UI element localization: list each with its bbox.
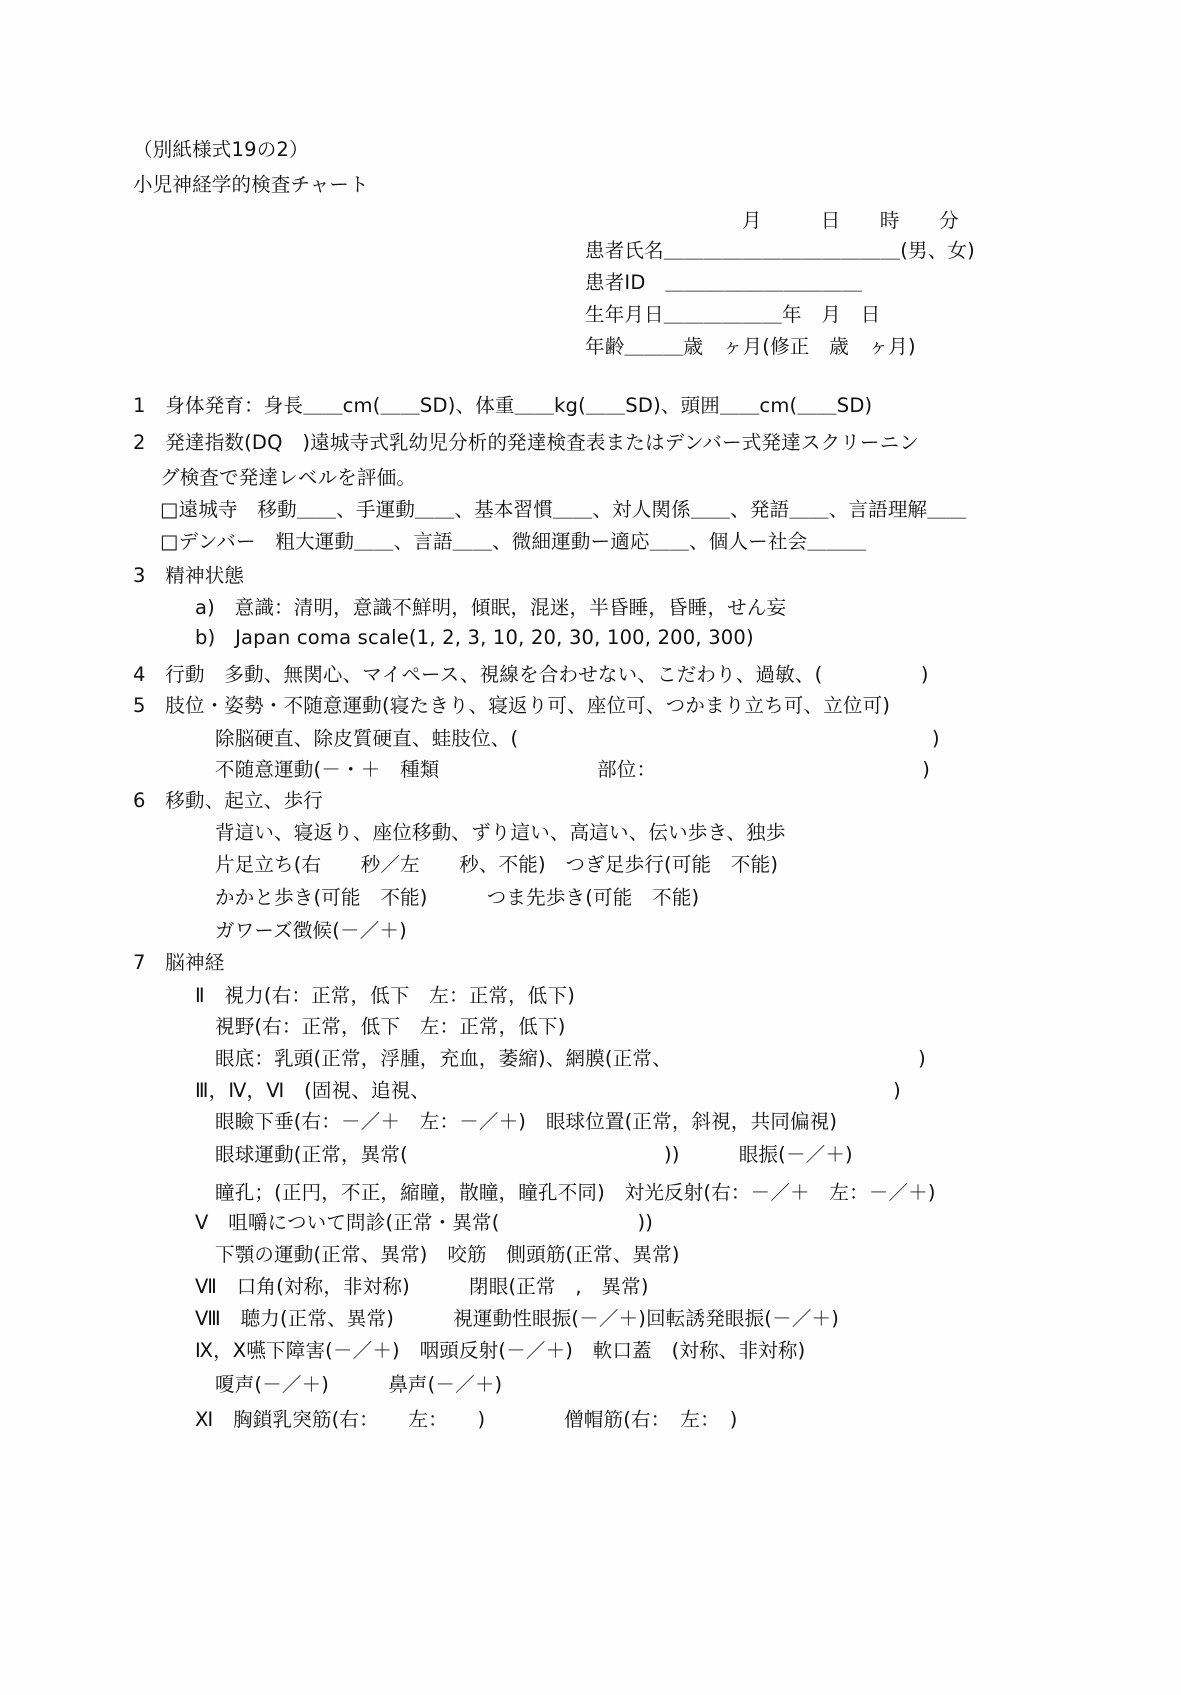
section-1-physical-growth[interactable]: 1 身体発育：身長＿＿cm(＿＿SD)、体重＿＿kg(＿＿SD)、頭囲＿＿cm(＿＿SD) — [133, 394, 873, 417]
cranial-nerve-row[interactable]: Ⅴ 咀嚼について問診(正常・異常( )) — [195, 1211, 654, 1234]
crawling-row[interactable]: 背這い、寝返り、座位移動、ずり這い、高這い、伝い歩き、独歩 — [215, 821, 786, 844]
cranial-nerve-row[interactable]: Ⅷ 聴力(正常、異常) 視運動性眼振(－／＋)回転誘発眼振(－／＋) — [195, 1307, 840, 1330]
cranial-nerve-row[interactable]: Ⅱ 視力(右：正常，低下 左：正常，低下) — [195, 984, 576, 1007]
section-2-continuation: グ検査で発達レベルを評価。 — [160, 466, 417, 489]
cranial-nerve-row[interactable]: Ⅺ 胸鎖乳突筋(右： 左： ) 僧帽筋(右： 左： ) — [195, 1408, 738, 1431]
section-2-development-index[interactable]: 2 発達指数(DQ )遠城寺式乳幼児分析的発達検査表またはデンバー式発達スクリーニン — [133, 431, 920, 454]
cranial-nerve-row[interactable]: Ⅶ 口角(対称，非対称) 閉眼(正常 , 異常) — [195, 1275, 649, 1298]
section-7-cranial-nerves: 7 脳神経 — [133, 951, 225, 974]
cranial-nerve-row[interactable]: 視野(右：正常，低下 左：正常，低下) — [215, 1015, 566, 1038]
cranial-nerve-row[interactable]: Ⅸ，Ⅹ嚥下障害(－／＋) 咽頭反射(－／＋) 軟口蓋 (対称、非対称) — [195, 1339, 806, 1362]
section-5-posture[interactable]: 5 肢位・姿勢・不随意運動(寝たきり、寝返り可、座位可、つかまり立ち可、立位可) — [133, 694, 891, 717]
section-3-mental-status: 3 精神状態 — [133, 564, 245, 587]
cranial-nerve-row[interactable]: 瞳孔；(正円，不正，縮瞳，散瞳，瞳孔不同) 対光反射(右：－／＋ 左：－／＋) — [215, 1181, 936, 1204]
section-4-behavior[interactable]: 4 行動 多動、無関心、マイペース、視線を合わせない、こだわり、過敏、( ) — [133, 663, 929, 686]
cranial-nerve-row[interactable]: 眼瞼下垂(右：－／＋ 左：－／＋) 眼球位置(正常，斜視，共同偏視) — [215, 1110, 838, 1133]
cranial-nerve-row[interactable]: Ⅲ，Ⅳ，Ⅵ (固視、追視、 ) — [195, 1079, 901, 1102]
japan-coma-scale-row[interactable]: b) Japan coma scale(1, 2, 3, 10, 20, 30, 100, 200, 300) — [195, 626, 754, 649]
cranial-nerve-row[interactable]: 下顎の運動(正常、異常) 咬筋 側頭筋(正常、異常) — [215, 1243, 680, 1266]
page-title: 小児神経学的検査チャート — [133, 173, 369, 196]
patient-id-field[interactable]: 患者ID ＿＿＿＿＿＿＿＿＿＿ — [585, 271, 863, 294]
checkbox-enjoji-row[interactable]: □遠城寺 移動＿＿、手運動＿＿、基本習慣＿＿、対人関係＿＿、発語＿＿、言語理解＿＿ — [160, 498, 967, 521]
heel-toe-walk-row[interactable]: かかと歩き(可能 不能) つま先歩き(可能 不能) — [215, 886, 700, 909]
gowers-sign-row[interactable]: ガワーズ徴候(－／＋) — [215, 919, 407, 942]
form-code: （別紙様式19の2） — [133, 138, 309, 161]
cranial-nerve-row[interactable]: 眼底：乳頭(正常，浮腫，充血，萎縮)、網膜(正常、 ) — [215, 1047, 926, 1070]
cranial-nerve-row[interactable]: 嗄声(－／＋) 鼻声(－／＋) — [215, 1373, 503, 1396]
involuntary-movement-row[interactable]: 不随意運動(－・＋ 種類 部位： ) — [215, 758, 931, 781]
checkbox-denver-row[interactable]: □デンバー 粗大運動＿＿、言語＿＿、微細運動ー適応＿＿、個人ー社会＿＿＿ — [160, 530, 867, 553]
birthdate-field[interactable]: 生年月日＿＿＿＿＿＿年 月 日 — [585, 303, 881, 326]
datetime-field[interactable]: 月 日 時 分 — [742, 209, 959, 232]
one-leg-stand-row[interactable]: 片足立ち(右 秒／左 秒、不能) つぎ足歩行(可能 不能) — [215, 853, 779, 876]
consciousness-row[interactable]: a) 意識：清明，意識不鮮明，傾眠，混迷，半昏睡，昏睡，せん妄 — [195, 596, 787, 619]
section-6-locomotion: 6 移動、起立、歩行 — [133, 789, 323, 812]
cranial-nerve-row[interactable]: 眼球運動(正常，異常( )) 眼振(－／＋) — [215, 1143, 853, 1166]
patient-name-field[interactable]: 患者氏名＿＿＿＿＿＿＿＿＿＿＿＿(男、女) — [585, 239, 975, 262]
rigidity-row[interactable]: 除脳硬直、除皮質硬直、蛙肢位、( ) — [215, 727, 940, 750]
age-field[interactable]: 年齢＿＿＿歳 ヶ月(修正 歳 ヶ月) — [585, 335, 916, 358]
